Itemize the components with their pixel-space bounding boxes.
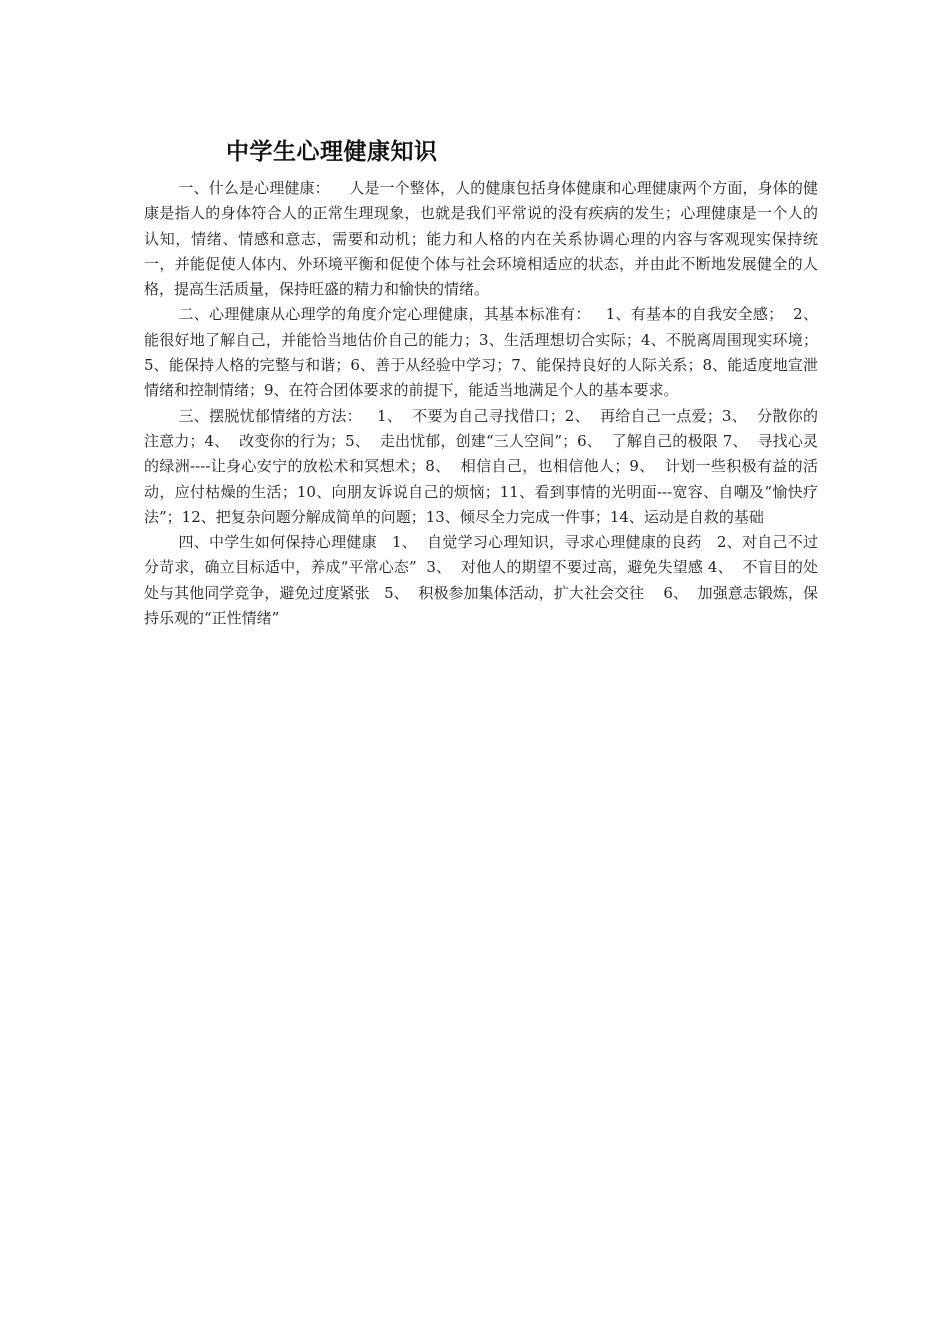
section-mental-health-standards: 二、心理健康从心理学的角度介定心理健康，其基本标准有： 1、有基本的自我安全感； 2、能很好地了解自己，并能恰当地估价自己的能力；3、生活理想切合实际；4、不脱离周围现实环境；5、能保持人格的完整与和谐；6、善于从经验中学习；7、能保持良好的人际关系；8、能适度地宣泄情绪和控制情绪；9、在符合团体要求的前提下，能适当地满足个人的基本要求。 — [144, 305, 818, 400]
section-overcoming-depression: 三、摆脱忧郁情绪的方法： 1、 不要为自己寻找借口；2、 再给自己一点爱；3、 分散你的注意力；4、 改变你的行为；5、 走出忧郁，创建“三人空间”；6、 了解自己的极限 7、 寻找心灵的绿洲----让身心安宁的放松术和冥想术；8、 相信自己，也相信他人；9、 计划一些积极有益的活动，应付枯燥的生活；10、向朋友诉说自己的烦恼；11、看到事情的光明面---宽容、自嘲及“愉快疗法”；12、把复杂问题分解成简单的问题；13、倾尽全力完成一件事；14、运动是自救的基础 — [144, 406, 818, 526]
document-body — [144, 176, 818, 631]
section-maintaining-mental-health: 四、中学生如何保持心理健康 1、 自觉学习心理知识，寻求心理健康的良药 2、对自己不过分苛求，确立目标适中，养成“平常心态” 3、 对他人的期望不要过高，避免失望感 4、 不盲目的处处与其他同学竞争，避免过度紧张 5、 积极参加集体活动，扩大社会交往 6、 加强意志锻炼，保持乐观的“正性情绪” — [144, 533, 818, 628]
section-what-is-mental-health: 一、什么是心理健康： 人是一个整体，人的健康包括身体健康和心理健康两个方面，身体的健康是指人的身体符合人的正常生理现象，也就是我们平常说的没有疾病的发生；心理健康是一个人的认知，情绪、情感和意志，需要和动机；能力和人格的内在关系协调心理的内容与客观现实保持统一，并能促使人体内、外环境平衡和促使个体与社会环境相适应的状态，并由此不断地发展健全的人格，提高生活质量，保持旺盛的精力和愉快的情绪。 — [144, 179, 818, 299]
document-title: 中学生心理健康知识 — [226, 139, 438, 165]
